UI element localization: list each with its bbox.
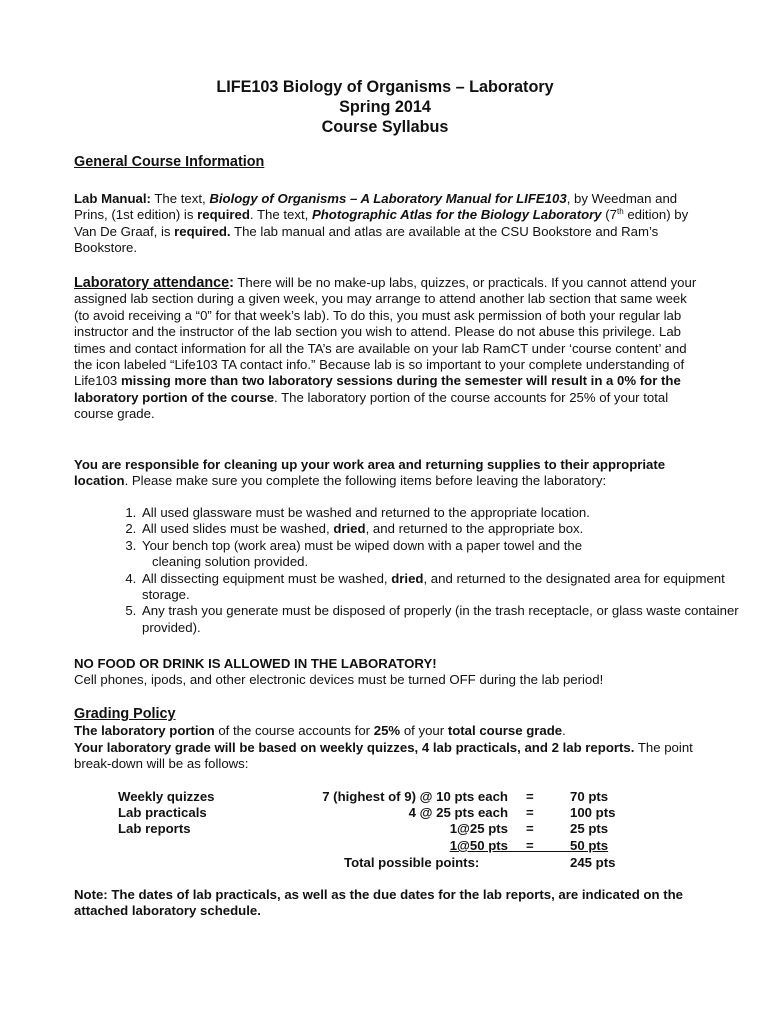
cleaning-responsibility: You are responsible for cleaning up your work area and returning supplies to their appropriate location xyxy=(74,457,666,489)
underlined-equals: = xyxy=(526,838,534,853)
item-text: , and returned to the designated area for equipment storage. xyxy=(142,570,725,603)
sum-rule xyxy=(500,851,570,852)
grade-equals: = xyxy=(526,805,534,820)
grade-calc: 4 @ 25 pts each xyxy=(408,805,508,820)
required-text: required xyxy=(197,207,250,223)
attendance-warning: missing more than two laboratory sessions during the semester will result in a 0% for the laboratory portion of the course xyxy=(74,373,681,405)
list-item xyxy=(140,538,760,571)
required-text: required. xyxy=(174,223,231,239)
grade-calc: 7 (highest of 9) @ 10 pts each xyxy=(322,789,508,804)
text-run: The point break-down will be as follows: xyxy=(74,740,693,772)
grade-points xyxy=(570,838,608,854)
total-label: Total possible points: xyxy=(344,855,480,870)
list-item xyxy=(140,521,760,537)
item-text: , and returned to the appropriate box. xyxy=(365,521,584,537)
atlas-book-title: Photographic Atlas for the Biology Laboratory xyxy=(311,207,602,223)
text-run: There will be no make-up labs, quizzes, or practicals. If you cannot attend your assigned lab section during a given week, you may arrange to attend another lab section that same week (to avoid receiving a “0” for that week’s lab). To do this, you must ask permission of both your regular lab instructor and the instructor of the lab section you wish to attend. Please do not abuse this privilege. Lab times and contact information for all the TA’s are available on your lab RamCT under ‘course content’ and the icon labeled “Life103 TA contact info.” Because lab is so important to your complete understanding of Life103 xyxy=(74,275,697,389)
text-run: edition) by Van De Graaf, is xyxy=(74,207,689,239)
text-run: The lab manual and atlas are available at the CSU Bookstore and Ram’s Bookstore. xyxy=(74,223,659,256)
grade-points: 70 pts xyxy=(570,789,609,804)
text-run: . The text, xyxy=(249,207,312,223)
item-text: All used glassware must be washed and returned to the appropriate location. xyxy=(142,505,590,520)
lab-manual-label: Lab Manual: xyxy=(74,191,151,206)
text-run: . xyxy=(562,723,566,738)
grading-policy-heading: Grading Policy xyxy=(74,706,176,722)
grade-item: Weekly quizzes xyxy=(118,789,215,804)
lab-manual-paragraph xyxy=(74,191,702,257)
document-title: LIFE103 Biology of Organisms – Laboratory xyxy=(216,78,554,96)
text-run: , by Weedman and Prins, (1st edition) is xyxy=(74,191,678,223)
text-run: The text, xyxy=(150,191,210,206)
item-text: All dissecting equipment must be washed, xyxy=(142,570,392,586)
grade-item: Lab practicals xyxy=(118,805,207,820)
grading-portion-line xyxy=(74,723,702,739)
grade-equals: = xyxy=(526,821,534,836)
schedule-note: Note: The dates of lab practicals, as well as the due dates for the lab reports, are indicated on the attached laboratory schedule. xyxy=(74,887,683,919)
lab-manual-book-title: Biology of Organisms – A Laboratory Manual for LIFE103 xyxy=(209,191,567,206)
text-run: of your xyxy=(400,723,448,738)
list-item xyxy=(140,571,760,604)
grade-points: 100 pts xyxy=(570,805,616,820)
colon: : xyxy=(229,275,234,291)
semester-title: Spring 2014 xyxy=(339,98,431,116)
text-bold: Your laboratory grade will be based on weekly quizzes, 4 lab practicals, and 2 lab reports. xyxy=(74,740,635,755)
underlined-points: 50 pts xyxy=(570,838,609,853)
list-item xyxy=(140,603,760,636)
item-text: Your bench top (work area) must be wiped down with a paper towel and the xyxy=(142,537,583,553)
text-run: of the course accounts for xyxy=(214,723,374,738)
grade-equals: = xyxy=(526,789,534,804)
list-item xyxy=(140,505,760,521)
syllabus-title: Course Syllabus xyxy=(321,118,449,136)
superscript: th xyxy=(617,207,624,217)
item-text: All used slides must be washed, xyxy=(142,521,334,537)
text-run: . Please make sure you complete the following items before leaving the laboratory: xyxy=(124,473,607,489)
grade-calc xyxy=(270,838,508,854)
text-run: . The laboratory portion of the course accounts for 25% of your total course grade. xyxy=(74,389,669,422)
text-run: (7 xyxy=(601,207,617,223)
general-info-heading: General Course Information xyxy=(74,154,265,170)
item-text: cleaning solution provided. xyxy=(152,554,309,570)
item-text: Any trash you generate must be disposed of properly (in the trash receptacle, or glass waste container provided). xyxy=(142,603,739,635)
total-points: 245 pts xyxy=(570,855,616,870)
grade-calc: 1@25 pts xyxy=(449,821,508,836)
no-food-warning: NO FOOD OR DRINK IS ALLOWED IN THE LABORATORY! xyxy=(74,656,437,671)
grade-points: 25 pts xyxy=(570,821,609,836)
text-bold: The laboratory portion xyxy=(74,723,215,738)
grading-basis-paragraph xyxy=(74,740,702,773)
text-bold: 25% xyxy=(373,723,401,738)
attendance-paragraph xyxy=(74,275,702,423)
item-bold: dried xyxy=(391,570,424,586)
text-bold: total course grade xyxy=(447,723,563,738)
attendance-heading: Laboratory attendance xyxy=(74,275,230,291)
item-bold: dried xyxy=(333,521,366,537)
cleaning-paragraph xyxy=(74,457,702,490)
grade-item: Lab reports xyxy=(118,821,191,836)
devices-notice: Cell phones, ipods, and other electronic devices must be turned OFF during the lab period! xyxy=(74,672,604,687)
cleaning-checklist xyxy=(74,505,760,636)
underlined-calc: 1@50 pts xyxy=(449,838,508,853)
